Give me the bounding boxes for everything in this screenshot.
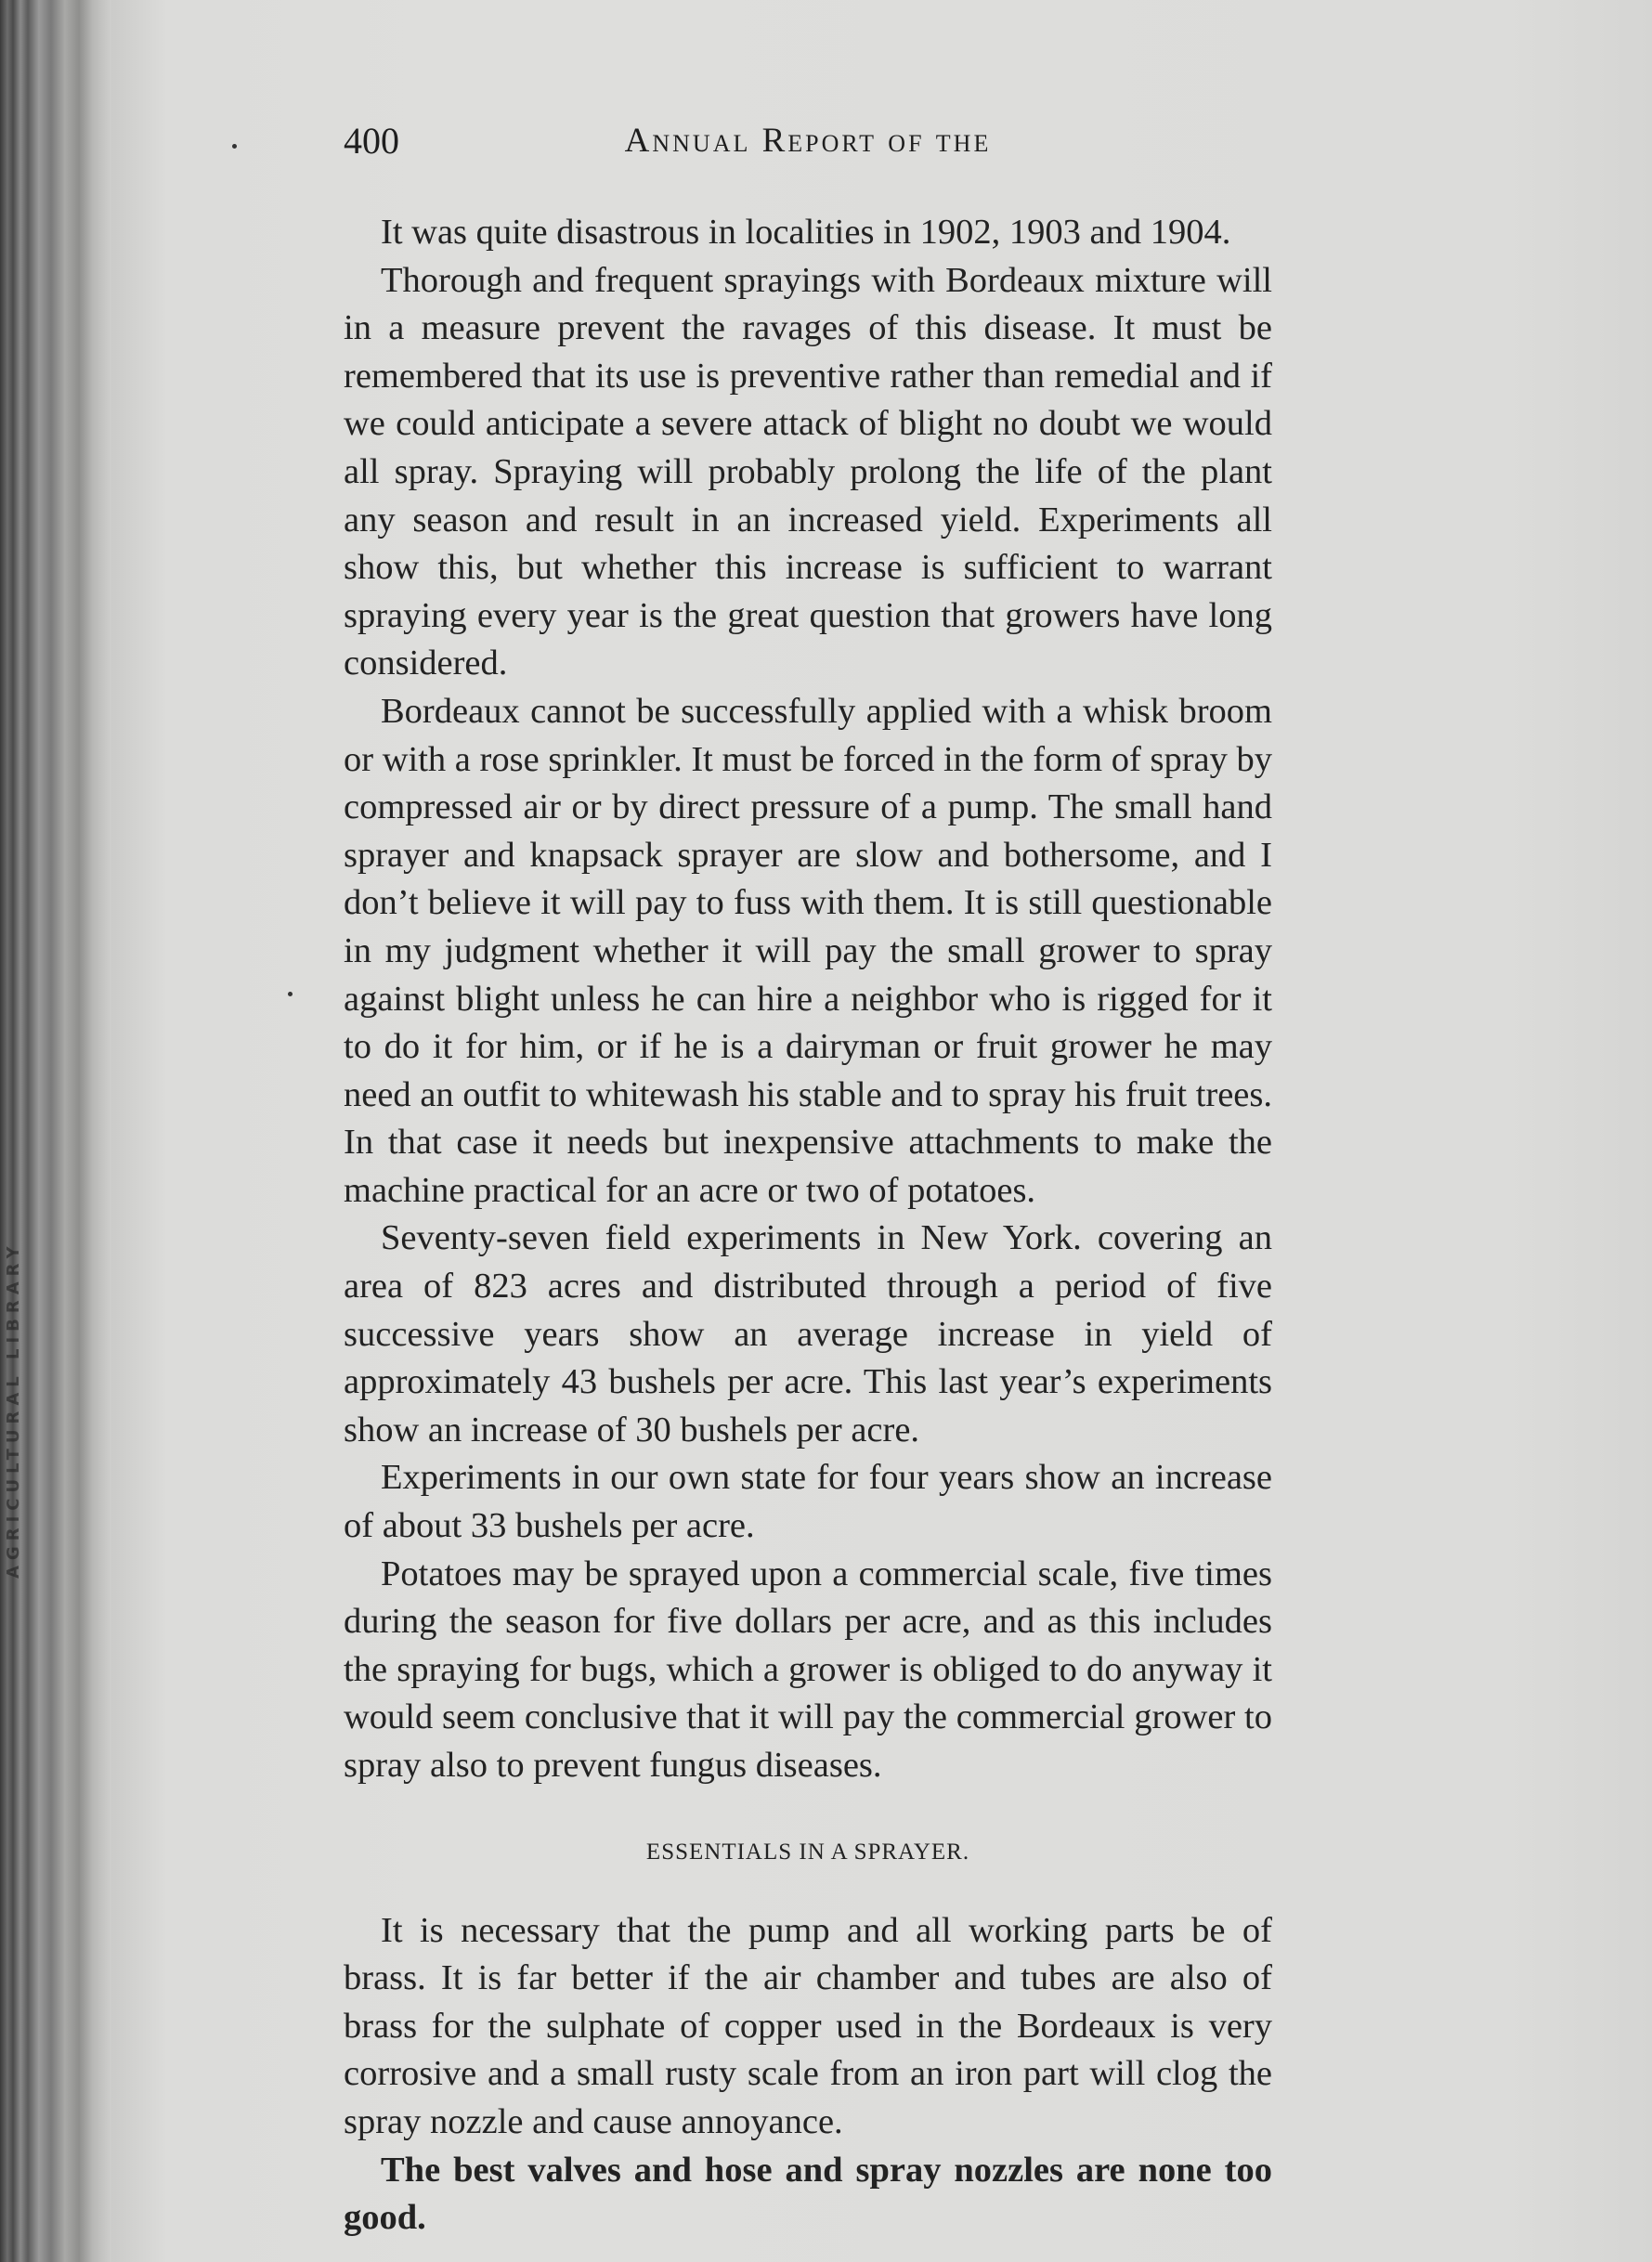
page-body [344, 209, 1272, 2242]
book-spine [0, 0, 111, 2262]
page-number: 400 [344, 120, 399, 162]
paragraph: Seventy-seven field experiments in New York. covering an area of 823 acres and distributed through a period of five successive years show an average increase in yield of approximately 43 bushels per acre. This last year’s experiments show an increase of 30 bushels per acre. [344, 1218, 1272, 1450]
section-heading: ESSENTIALS IN A SPRAYER. [645, 1839, 970, 1865]
paragraph: It is necessary that the pump and all working parts be of brass. It is far better if the air chamber and tubes are also of brass for the sulphate of copper used in the Bordeaux is very corrosive and a small rusty scale from an iron part will clog the spray nozzle and cause annoyance. [344, 1910, 1272, 2141]
paragraph: It was quite disastrous in localities in 1902, 1903 and 1904. [381, 213, 1231, 252]
paragraph: Experiments in our own state for four years show an increase of about 33 bushels per acre. [344, 1458, 1272, 1546]
book-page [111, 0, 1652, 2262]
library-stamp: AGRICULTURAL LIBRARY [4, 1241, 23, 1579]
print-speck [232, 144, 237, 149]
paragraph: Potatoes may be sprayed upon a commercial scale, five times during the season for five dollars per acre, and as this includes the spraying for bugs, which a grower is obliged to do anyway it would seem conclusive that it will pay the commercial grower to spray also to prevent fungus diseases. [344, 1554, 1272, 1785]
print-speck [288, 992, 293, 996]
running-head: Annual Report of the [624, 122, 992, 160]
paragraph: The best valves and hose and spray nozzles are none too good. [344, 2150, 1272, 2238]
page-header [344, 119, 1272, 175]
paragraph: Bordeaux cannot be successfully applied with a whisk broom or with a rose sprinkler. It must be forced in the form of spray by compressed air or by direct pressure of a pump. The small hand sprayer and knapsack sprayer are slow and bothersome, and I don’t believe it will pay to fuss with them. It is still questionable in my judgment whether it will pay the small grower to spray against blight unless he can hire a neighbor who is rigged for it to do it for him, or if he is a dairyman or fruit grower he may need an outfit to whitewash his stable and to spray his fruit trees. In that case it needs but inexpensive attachments to make the machine practical for an acre or two of potatoes. [344, 691, 1272, 1210]
paragraph: Thorough and frequent sprayings with Bordeaux mixture will in a measure prevent the ravages of this disease. It must be remembered that its use is preventive rather than remedial and if we could anticipate a severe attack of blight no doubt we would all spray. Spraying will probably prolong the life of the plant any season and result in an increased yield. Experiments all show this, but whether this increase is sufficient to warrant spraying every year is the great question that growers have long considered. [344, 260, 1272, 683]
